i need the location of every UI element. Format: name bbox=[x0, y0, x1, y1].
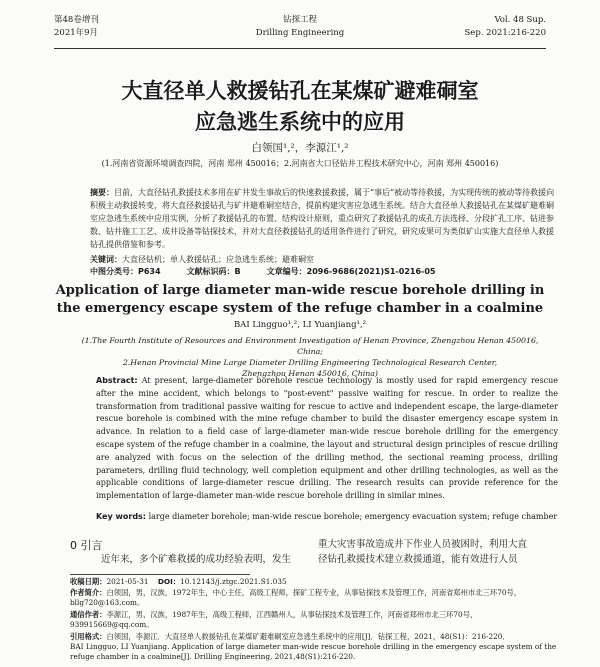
header-date-line: 2021年9月 bbox=[54, 28, 99, 38]
authors-en: BAI Lingguo¹,², LI Yuanjiang¹,² bbox=[233, 320, 367, 330]
header-journal-cn: 钻探工程 bbox=[282, 15, 317, 25]
footnote-received bbox=[70, 577, 560, 587]
cite-en: BAI Lingguo, LI Yuanjiang. Application of large diameter man-wide rescue borehole drilling in the emergency escape system of the refuge chamber in a coalmine[J]. Drilling Engineering, 2021,48(S1):216-220. bbox=[70, 642, 557, 661]
title-en: Application of large diameter man-wide rescue borehole drilling in the emergency escape system of the refuge chamber in a coalmine bbox=[55, 283, 545, 316]
header-rule bbox=[54, 48, 546, 49]
footnote-rule bbox=[70, 574, 250, 575]
header-journal-en: Drilling Engineering bbox=[255, 28, 345, 38]
doi-link[interactable]: 10.12143/j.ztgc.2021.S1.035 bbox=[180, 577, 287, 586]
keywords-cn bbox=[90, 253, 558, 266]
cite-label: 引用格式： bbox=[70, 632, 107, 641]
section-heading: 0 引言 bbox=[70, 539, 103, 552]
affiliation-en-line3: Zhengzhou Henan 450016, China) bbox=[242, 369, 378, 378]
received-date: 2021-05-31 bbox=[106, 577, 149, 586]
authors-cn: 白领国¹,²，李源江¹,² bbox=[251, 142, 349, 154]
doc-code: 文献标识码：B bbox=[186, 267, 241, 276]
affiliation-en-line2: 2.Henan Provincial Mine Large Diameter Drilling Engineering Technological Research Center, bbox=[122, 358, 498, 367]
keywords-en-text: large diameter borehole; man-wide rescue borehole; emergency evacuation system; refuge chamber bbox=[148, 512, 558, 521]
header-vol-en-line: Vol. 48 Sup. bbox=[494, 15, 546, 25]
abstract-cn bbox=[90, 186, 558, 251]
body-right-column bbox=[318, 537, 558, 567]
abstract-en-text: At present, large-diameter borehole rescue technology is mostly used for rapid emergency rescue after the mine accident, which belongs to "post-event" passive waiting for rescue. In order to realize the transformation from traditional passive waiting for rescue to active and independent escape, the large-diameter rescue borehole is combined with the mine refuge chamber to build the disaster emergency escape system in advance. In relation to a field case of large-diameter man-wide rescue borehole drilling for the emergency escape system of the refuge chamber in a coalmine, the layout and structural design principles of rescue drilling are analyzed with focus on the selection of the drilling method, the sectional reaming process, drilling parameters, drilling fluid technology, well completion equipment and other drilling technologies, as well as the applicable conditions of large-diameter rescue drilling. The research results can provide reference for the implementation of large-diameter man-wide rescue borehole drilling in similar mines. bbox=[96, 376, 558, 501]
received-label: 收稿日期： bbox=[70, 577, 107, 586]
keywords-cn-text: 大直径钻机；单人救援钻孔；应急逃生系统；避难硐室 bbox=[122, 255, 314, 264]
title-cn-line2: 应急逃生系统中的应用 bbox=[195, 110, 405, 134]
doi-label: DOI： bbox=[157, 577, 181, 586]
running-header bbox=[54, 14, 546, 48]
body-right-line1: 重大灾害事故造成井下作业人员被困时，利用大直 bbox=[318, 539, 528, 550]
keywords-en bbox=[96, 512, 558, 521]
abstract-cn-text: 目前，大直径钻孔救援技术多用在矿井发生事故后的快速救援救援，属于“事后”被动等待救援，为实现传统的被动等待救援向积极主动救援转变，将大直径救援钻孔与矿井避难硐室结合，提前构建灾害应急逃生系统。结合大直径单人救援钻孔在某煤矿避难硐室应急逃生系统中应用实例，分析了救援钻孔的布置、结构设计原则，重点研究了救援钻孔的成孔方法选择、分段扩孔工序、钻进参数、钻井施工工艺、成井设备等钻探技术，并对大直径救援钻孔的适用条件进行了研究，研究成果可为类似矿山实施大直径单人救援钻孔提供借鉴和参考。 bbox=[90, 188, 555, 249]
footnote-citation bbox=[70, 632, 560, 662]
corr-label: 通信作者： bbox=[70, 610, 107, 619]
affiliation-en-line1: (1.The Fourth Institute of Resources and Environment Investigation of Henan Province, Zhengzhou Henan 450016, China; bbox=[81, 336, 539, 356]
cite-cn: 白领国，李源江．大直径单人救援钻孔在某煤矿避难硐室应急逃生系统中的应用[J]．钻探工程，2021，48(S1)：216-220． bbox=[106, 632, 510, 641]
author-bio: 白领国，男，汉族，1972年生，中心主任，高级工程师，探矿工程专业，从事钻探技术及管理工作，河南省郑州市北三环70号，bllg720@163.com。 bbox=[70, 588, 522, 607]
affiliation-en bbox=[70, 335, 550, 379]
corr-bio: 李源江，男，汉族，1987年生，高级工程师，江西赣州人，从事钻探技术及管理工作，河南省郑州市北三环70号，939915669@qq.com。 bbox=[70, 610, 478, 629]
header-volume-line: 第48卷增刊 bbox=[54, 15, 99, 25]
author-label: 作者简介： bbox=[70, 588, 107, 597]
affiliation-cn: (1.河南省资源环境调查四院，河南 郑州 450016；2.河南省大口径钻井工程技术研究中心，河南 郑州 450016) bbox=[101, 159, 499, 168]
abstract-cn-label: 摘要： bbox=[90, 188, 114, 197]
footnote-author bbox=[70, 588, 560, 608]
keywords-cn-label: 关键词： bbox=[90, 255, 122, 264]
body-left-column: 近年来，多个矿难救援的成功经验表明，发生 bbox=[101, 554, 292, 565]
abstract-en bbox=[96, 375, 558, 503]
article-number: 文章编号：2096-9686(2021)S1-0216-05 bbox=[266, 267, 436, 276]
abstract-en-label: Abstract: bbox=[96, 376, 138, 385]
clc-number: 中图分类号：P634 bbox=[90, 267, 161, 276]
title-cn bbox=[40, 76, 560, 138]
keywords-en-label: Key words: bbox=[96, 512, 147, 521]
title-cn-line1: 大直径单人救援钻孔在某煤矿避难硐室 bbox=[121, 79, 479, 103]
header-volume-en bbox=[464, 14, 546, 40]
header-pages-en-line: Sep. 2021:216-220 bbox=[464, 28, 546, 38]
body-right-line2: 径钻孔救援技术建立救援通道，能有效进行人员 bbox=[318, 554, 518, 565]
classification-line bbox=[90, 266, 558, 277]
footnote-corresponding bbox=[70, 610, 560, 630]
